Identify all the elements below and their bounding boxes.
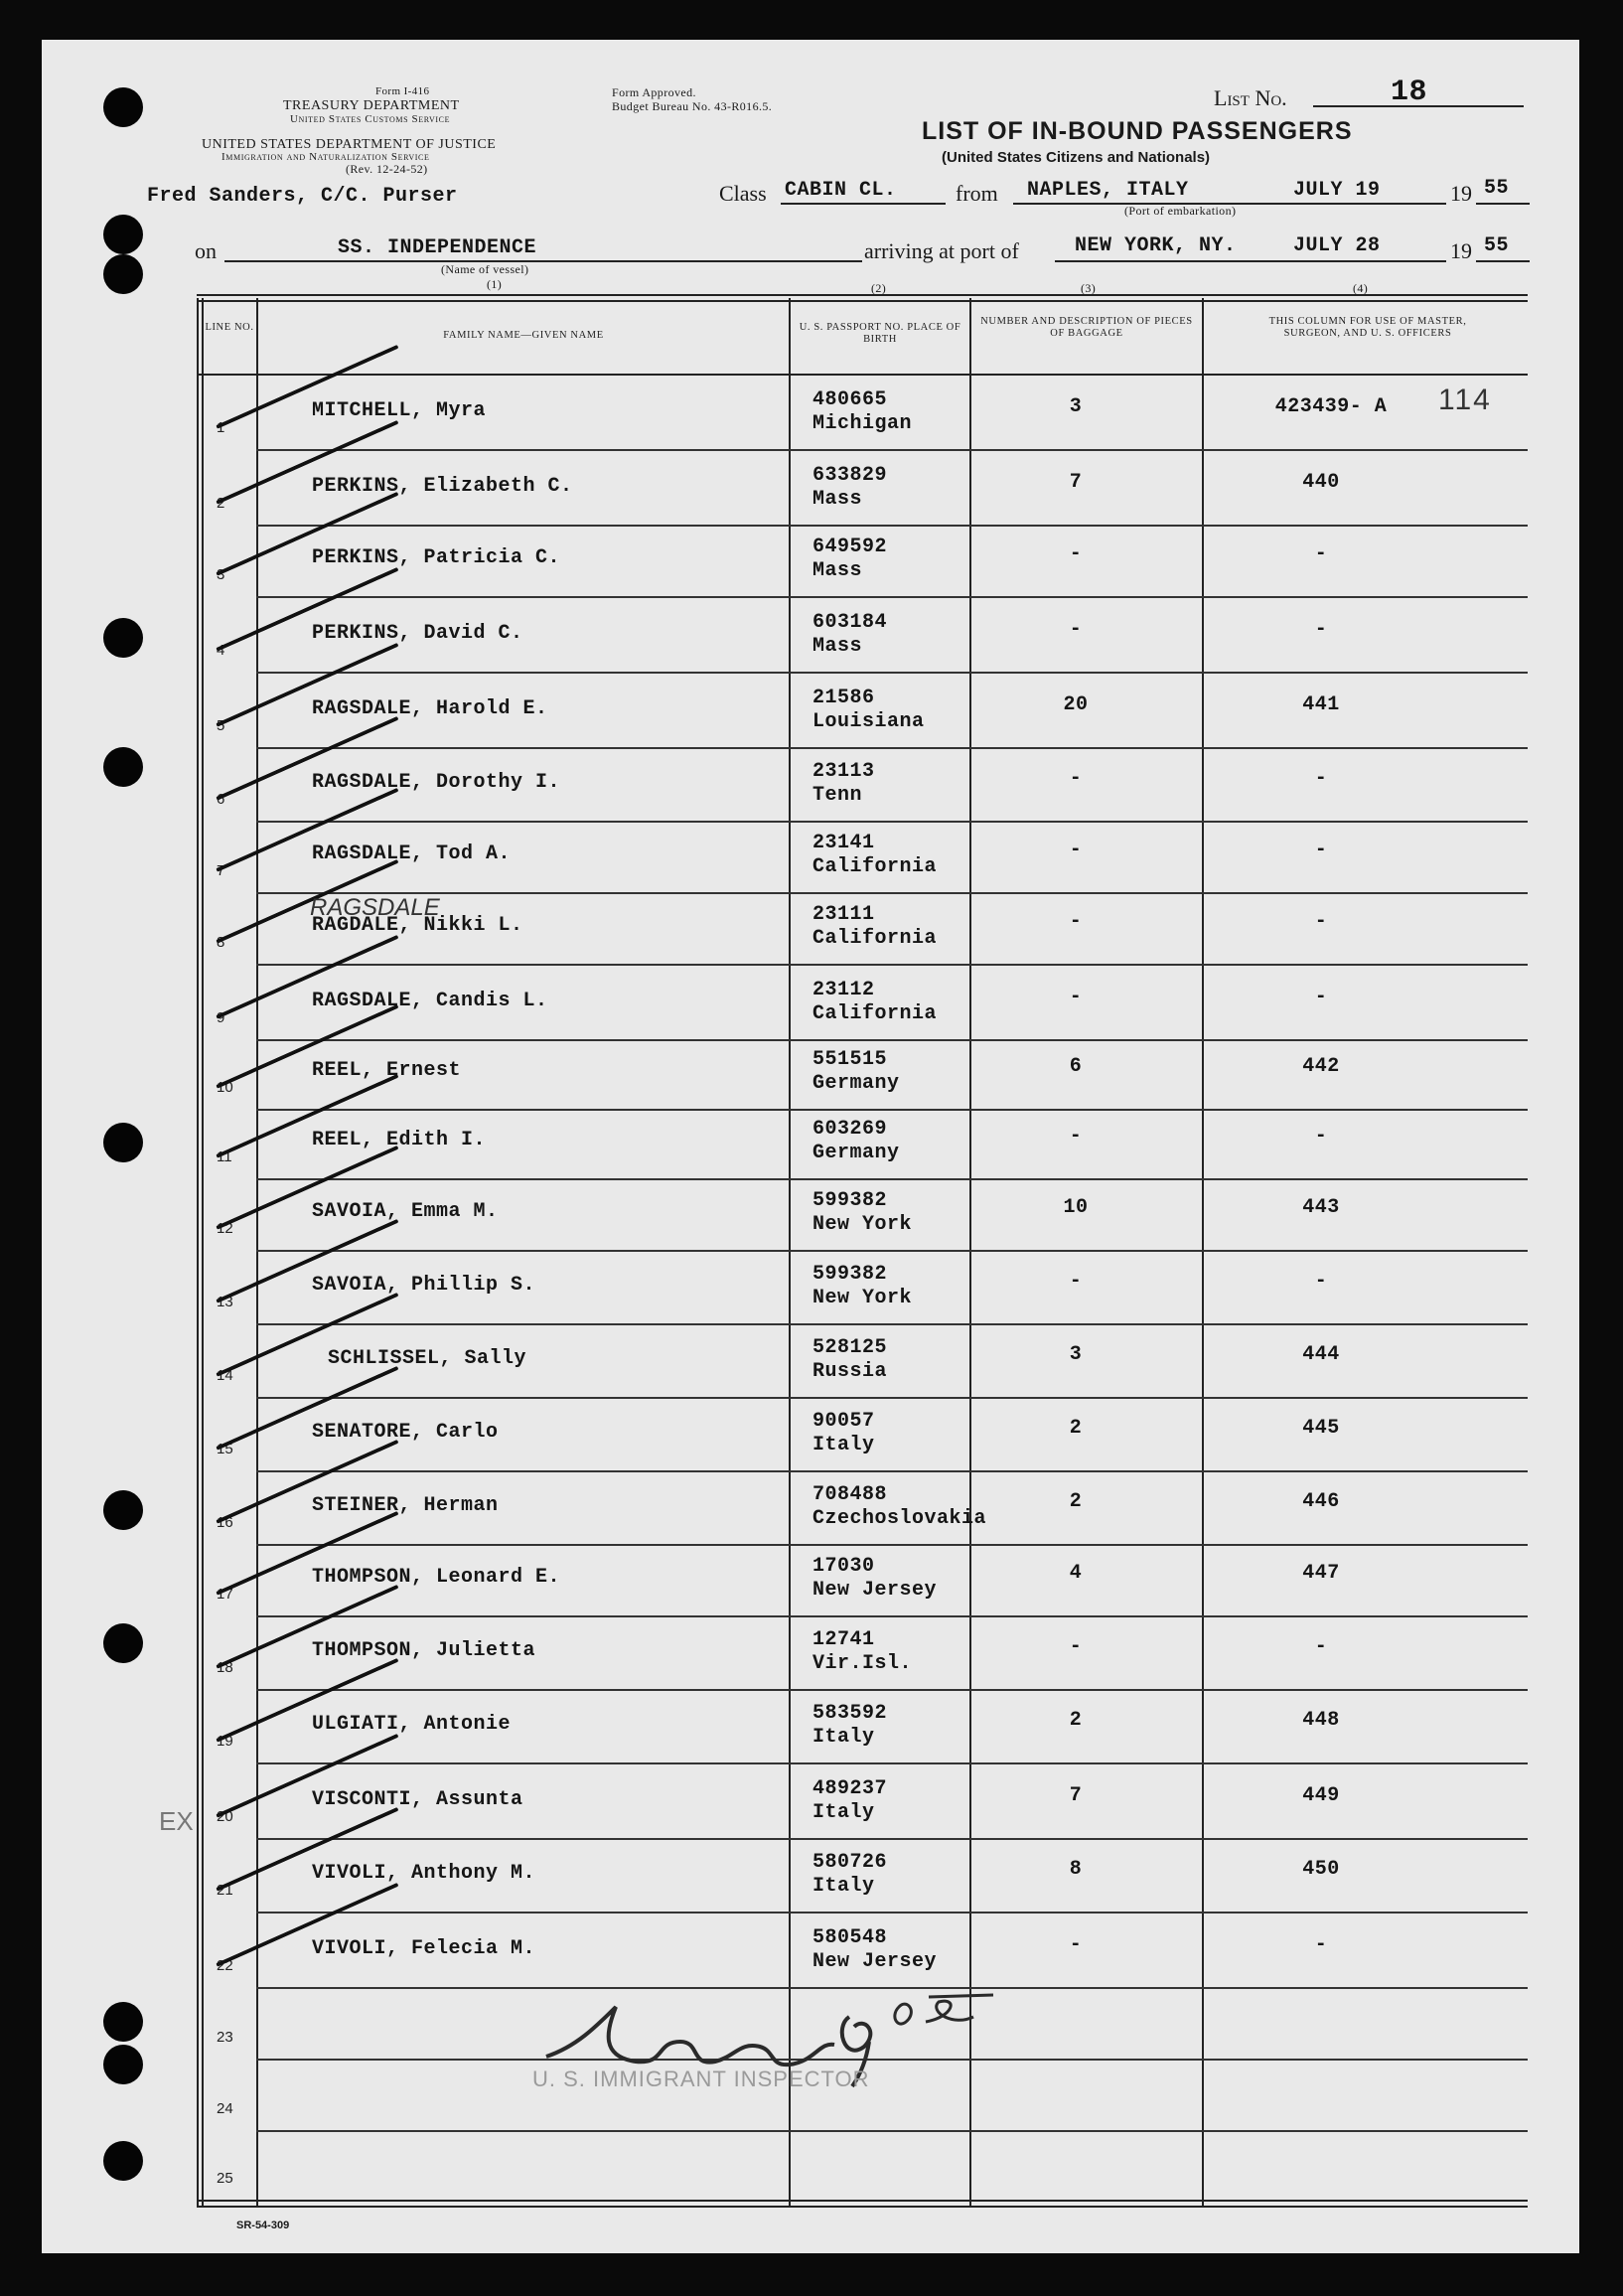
col-divider-passport [969,298,971,2206]
baggage-count: - [1069,1933,1083,1956]
vessel-note: (Name of vessel) [441,262,529,276]
punch-hole [103,2045,143,2084]
officer-entry: - [1314,1270,1328,1293]
arrival-underline [1055,260,1446,262]
row-rule [256,1470,1528,1472]
punch-hole [103,747,143,787]
row-rule [256,1912,1528,1913]
row-rule [256,747,1528,749]
birthplace: Louisiana [812,710,925,733]
officer-entry: 447 [1302,1562,1340,1585]
row-rule [256,1323,1528,1325]
from-port: NAPLES, ITALY [1027,179,1189,202]
officer-entry: - [1314,839,1328,861]
passport-number: 603269 [812,1118,888,1141]
row-rule [256,1039,1528,1041]
row-rule [256,1689,1528,1691]
punch-hole [103,618,143,658]
vessel-underline [224,260,862,262]
col-divider-baggage [1202,298,1204,2206]
table-left-border [197,298,199,2206]
baggage-count: - [1069,1270,1083,1293]
baggage-count: 7 [1069,471,1083,494]
form-title: LIST OF IN-BOUND PASSENGERS [922,117,1353,145]
table-left-border-inner [202,298,204,2206]
passenger-name: PERKINS, David C. [312,622,523,645]
officer-entry: 442 [1302,1055,1340,1078]
baggage-count: - [1069,767,1083,790]
passenger-name: SAVOIA, Phillip S. [312,1274,536,1297]
birthplace: Italy [812,1434,875,1456]
treasury-dept: TREASURY DEPARTMENT [283,98,460,113]
ins-service: Immigration and Naturalization Service [221,151,430,163]
revision-date: (Rev. 12-24-52) [346,162,428,176]
class-value: CABIN CL. [785,179,897,202]
line-number: 21 [217,1882,233,1899]
line-number: 24 [217,2100,233,2117]
officer-entry: - [1314,1125,1328,1148]
row-rule [256,2130,1528,2132]
row-rule [256,1250,1528,1252]
birthplace: New Jersey [812,1950,938,1973]
baggage-count: - [1069,839,1083,861]
birthplace: Tenn [812,784,863,807]
punch-hole [103,2141,143,2181]
col3-number: (3) [1081,281,1097,295]
baggage-count: - [1069,1125,1083,1148]
arrival-year-prefix: 19 [1450,238,1472,263]
row-rule [256,596,1528,598]
birthplace: Germany [812,1142,900,1164]
row-rule [256,672,1528,674]
passport-number: 580548 [812,1926,888,1949]
passport-number: 599382 [812,1189,888,1212]
class-underline [781,203,946,205]
row-rule [256,1109,1528,1111]
passenger-name: RAGSDALE, Tod A. [312,842,512,865]
passenger-name: PERKINS, Elizabeth C. [312,475,573,498]
line-number: 22 [217,1957,233,1974]
punch-hole [103,215,143,254]
punch-hole [103,87,143,127]
punch-hole [103,1123,143,1162]
line-number: 15 [217,1441,233,1457]
col-divider-name [789,298,791,2206]
line-number: 18 [217,1659,233,1676]
arrival-port: NEW YORK, NY. [1075,234,1237,257]
passenger-name: REEL, Edith I. [312,1129,487,1151]
passport-number: 580726 [812,1851,888,1874]
officer-entry: 443 [1302,1196,1340,1219]
officer-entry: - [1314,618,1328,641]
arrival-year-underline [1476,260,1530,262]
passport-number: 599382 [812,1263,888,1286]
col-divider-line [256,298,258,2206]
passenger-name: RAGSDALE, Candis L. [312,990,548,1012]
officer-entry: 450 [1302,1858,1340,1881]
birthplace: Mass [812,559,863,582]
line-number: 13 [217,1294,233,1310]
line-number: 23 [217,2029,233,2046]
officer-entry: 445 [1302,1417,1340,1440]
arrival-year: 55 [1484,234,1510,257]
baggage-count: 7 [1069,1784,1083,1807]
passport-number: 23111 [812,903,875,926]
officer-entry: 441 [1302,693,1340,716]
line-number: 11 [217,1148,232,1165]
baggage-count: - [1069,542,1083,565]
list-no-label: List No. [1214,85,1287,110]
baggage-count: 6 [1069,1055,1083,1078]
customs-service: United States Customs Service [290,113,451,125]
from-year-underline [1476,203,1530,205]
punch-hole [103,2002,143,2042]
passport-number: 583592 [812,1702,888,1725]
birthplace: Mass [812,635,863,658]
passenger-name: THOMPSON, Leonard E. [312,1566,561,1589]
passenger-name: RAGSDALE, Dorothy I. [312,771,561,794]
passenger-name: SAVOIA, Emma M. [312,1200,499,1223]
passenger-name: THOMPSON, Julietta [312,1639,536,1662]
header-line-no: LINE NO. [205,322,254,333]
line-number: 1 [217,419,225,436]
passenger-name: SENATORE, Carlo [312,1421,499,1444]
passport-number: 489237 [812,1777,888,1800]
ragsdale-correction: RAGSDALE [310,894,440,921]
line-number: 4 [217,642,225,659]
officer-entry: - [1314,910,1328,933]
line-number: 3 [217,566,225,583]
birthplace: California [812,1002,938,1025]
row-rule [256,1762,1528,1764]
line-number: 16 [217,1514,233,1531]
header-name: FAMILY NAME—GIVEN NAME [443,330,604,341]
col1-number: (1) [487,277,503,291]
passenger-name: VIVOLI, Felecia M. [312,1937,536,1960]
officer-entry: - [1314,1635,1328,1658]
row-rule [256,1838,1528,1840]
passport-number: 528125 [812,1336,888,1359]
birthplace: Russia [812,1360,888,1383]
birthplace: Michigan [812,412,913,435]
line-number: 20 [217,1808,233,1825]
from-date: JULY 19 [1293,179,1381,202]
officer-entry: 448 [1302,1709,1340,1732]
col4-number: (4) [1353,281,1369,295]
baggage-count: 20 [1063,693,1089,716]
passport-number: 708488 [812,1483,888,1506]
passport-number: 23141 [812,832,875,854]
punch-hole [103,1623,143,1663]
passenger-name: VISCONTI, Assunta [312,1788,523,1811]
line-number: 19 [217,1733,233,1750]
passenger-name: ULGIATI, Antonie [312,1713,512,1736]
birthplace: California [812,855,938,878]
birthplace: Italy [812,1801,875,1824]
margin-note: EX [159,1806,194,1836]
row-rule [256,892,1528,894]
form-subtitle: (United States Citizens and Nationals) [942,149,1211,166]
row-rule [256,449,1528,451]
justice-dept: UNITED STATES DEPARTMENT OF JUSTICE [202,137,497,152]
from-year-prefix: 19 [1450,181,1472,206]
passport-number: 17030 [812,1555,875,1578]
purser: Fred Sanders, C/C. Purser [147,185,458,208]
passport-number: 603184 [812,611,888,634]
baggage-count: - [1069,1635,1083,1658]
officer-entry: 440 [1302,471,1340,494]
officer-entry: - [1314,542,1328,565]
birthplace: New York [812,1213,913,1236]
inspector-stamp: U. S. IMMIGRANT INSPECTOR [532,2066,870,2091]
table-top-border [197,294,1528,302]
baggage-count: 2 [1069,1490,1083,1513]
passenger-name: VIVOLI, Anthony M. [312,1862,536,1885]
line-number: 12 [217,1220,233,1237]
header-baggage: NUMBER AND DESCRIPTION OF PIECES OF BAGGAGE [980,316,1193,339]
baggage-count: 8 [1069,1858,1083,1881]
baggage-count: 3 [1069,1343,1083,1366]
baggage-count: - [1069,618,1083,641]
punch-hole [103,254,143,294]
line-number: 9 [217,1009,225,1026]
passenger-name: SCHLISSEL, Sally [328,1347,527,1370]
form-approved: Form Approved. [612,85,696,99]
passport-number: 633829 [812,464,888,487]
port-embark-note: (Port of embarkation) [1124,204,1237,218]
header-officers: THIS COLUMN FOR USE OF MASTER, SURGEON, AND U. S. OFFICERS [1268,316,1467,339]
row-rule [256,1178,1528,1180]
birthplace: New York [812,1287,913,1309]
birthplace: California [812,927,938,950]
arrival-date: JULY 28 [1293,234,1381,257]
birthplace: Italy [812,1875,875,1898]
row-rule [256,821,1528,823]
passport-number: 23112 [812,979,875,1001]
officer-entry: 423439- A [1274,395,1388,418]
officer-entry: - [1314,1933,1328,1956]
on-label: on [195,238,217,263]
punch-hole [103,1490,143,1530]
baggage-count: 2 [1069,1709,1083,1732]
class-label: Class [719,181,767,206]
baggage-count: - [1069,986,1083,1008]
line-number: 17 [217,1586,233,1603]
header-bottom-rule [197,374,1528,376]
passport-number: 23113 [812,760,875,783]
list-no-value: 18 [1391,76,1428,109]
passenger-name: MITCHELL, Myra [312,399,487,422]
officer-entry: 449 [1302,1784,1340,1807]
line-number: 5 [217,717,225,734]
birthplace: Mass [812,488,863,511]
row-rule [256,964,1528,966]
passenger-name: REEL, Ernest [312,1059,462,1082]
passport-number: 12741 [812,1628,875,1651]
officer-entry: 446 [1302,1490,1340,1513]
form-number: Form I-416 [375,85,430,97]
vessel-name: SS. INDEPENDENCE [338,236,537,259]
baggage-count: 10 [1063,1196,1089,1219]
passport-number: 649592 [812,536,888,558]
officer-entry: - [1314,767,1328,790]
header-passport: U. S. PASSPORT NO. PLACE OF BIRTH [799,322,961,345]
birthplace: Germany [812,1072,900,1095]
passport-number: 480665 [812,388,888,411]
line-number: 14 [217,1367,233,1384]
line-number: 7 [217,862,225,879]
officer-entry: - [1314,986,1328,1008]
line-number: 25 [217,2170,233,2187]
from-year: 55 [1484,177,1510,200]
budget-bureau: Budget Bureau No. 43-R016.5. [612,99,773,113]
baggage-count: 2 [1069,1417,1083,1440]
birthplace: New Jersey [812,1579,938,1602]
baggage-count: 3 [1069,395,1083,418]
line-number: 6 [217,791,225,808]
baggage-count: 4 [1069,1562,1083,1585]
line-number: 8 [217,934,225,951]
table-bottom-border [197,2200,1528,2208]
passport-number: 90057 [812,1410,875,1433]
officer-note-114: 114 [1438,383,1492,416]
baggage-count: - [1069,910,1083,933]
col2-number: (2) [871,281,887,295]
footer-code: SR-54-309 [236,2219,290,2231]
row-rule [256,1544,1528,1546]
row-rule [256,1397,1528,1399]
passenger-name: RAGSDALE, Harold E. [312,697,548,720]
passenger-name: RAGDALE, Nikki L. [312,914,523,937]
birthplace: Italy [812,1726,875,1749]
row-rule [256,1615,1528,1617]
passenger-name: STEINER, Herman [312,1494,499,1517]
row-rule [256,525,1528,527]
birthplace: Czechoslovakia [812,1507,987,1530]
passport-number: 551515 [812,1048,888,1071]
birthplace: Vir.Isl. [812,1652,913,1675]
passport-number: 21586 [812,687,875,709]
line-number: 10 [217,1079,233,1096]
arriving-label: arriving at port of [864,238,1019,263]
passenger-name: PERKINS, Patricia C. [312,546,561,569]
line-number: 2 [217,495,225,512]
from-label: from [956,181,998,206]
officer-entry: 444 [1302,1343,1340,1366]
